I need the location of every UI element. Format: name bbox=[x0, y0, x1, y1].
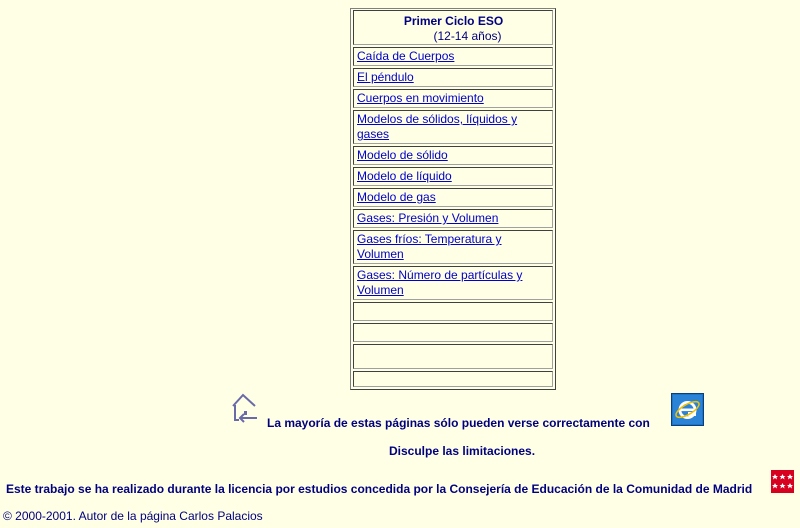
browser-notice: La mayoría de estas páginas sólo pueden verse correctamente con bbox=[267, 416, 650, 430]
menu-item bbox=[353, 89, 553, 108]
menu-link-caida-de-cuerpos[interactable]: Caída de Cuerpos bbox=[357, 49, 455, 63]
menu-item bbox=[353, 209, 553, 228]
comunidad-madrid-logo bbox=[771, 470, 794, 493]
internet-explorer-icon[interactable] bbox=[671, 393, 704, 426]
menu-link-cuerpos-en-movimiento[interactable]: Cuerpos en movimiento bbox=[357, 91, 484, 105]
author-link[interactable]: © 2000-2001. Autor de la página Carlos Palacios bbox=[3, 509, 263, 523]
copyright-notice bbox=[3, 509, 263, 523]
menu-item bbox=[353, 146, 553, 165]
license-statement: Este trabajo se ha realizado durante la licencia por estudios concedida por la Consejería de Educación de la Comunidad de Madrid bbox=[6, 482, 753, 496]
menu-link-gases-frios-temperatura-volumen[interactable]: Gases fríos: Temperatura y Volumen bbox=[357, 232, 502, 261]
home-back-icon[interactable] bbox=[229, 392, 259, 424]
menu-item bbox=[353, 188, 553, 207]
menu-link-modelos-solidos-liquidos-gases[interactable]: Modelos de sólidos, líquidos y gases bbox=[357, 112, 518, 141]
menu-link-gases-presion-volumen[interactable]: Gases: Presión y Volumen bbox=[357, 211, 499, 225]
menu-link-el-pendulo[interactable]: El péndulo bbox=[357, 70, 414, 84]
menu-link-modelo-de-gas[interactable]: Modelo de gas bbox=[357, 190, 436, 204]
menu-item bbox=[353, 167, 553, 186]
menu-item bbox=[353, 230, 553, 264]
topics-menu-table bbox=[350, 8, 556, 390]
menu-item bbox=[353, 68, 553, 87]
menu-link-gases-numero-particulas-volumen[interactable]: Gases: Número de partículas y Volumen bbox=[357, 268, 523, 297]
menu-header-title: Primer Ciclo ESO bbox=[403, 14, 504, 28]
apology-message: Disculpe las limitaciones. bbox=[389, 444, 536, 458]
empty-menu-cell bbox=[353, 323, 553, 342]
menu-item bbox=[353, 266, 553, 300]
menu-header-cell bbox=[353, 10, 553, 45]
empty-menu-cell bbox=[353, 344, 553, 369]
menu-item bbox=[353, 110, 553, 144]
menu-item bbox=[353, 47, 553, 66]
menu-link-modelo-de-liquido[interactable]: Modelo de líquido bbox=[357, 169, 452, 183]
menu-header-subtitle: (12-14 años) bbox=[433, 29, 502, 43]
menu-link-modelo-de-solido[interactable]: Modelo de sólido bbox=[357, 148, 448, 162]
empty-menu-cell bbox=[353, 302, 553, 321]
empty-menu-cell bbox=[353, 371, 553, 387]
